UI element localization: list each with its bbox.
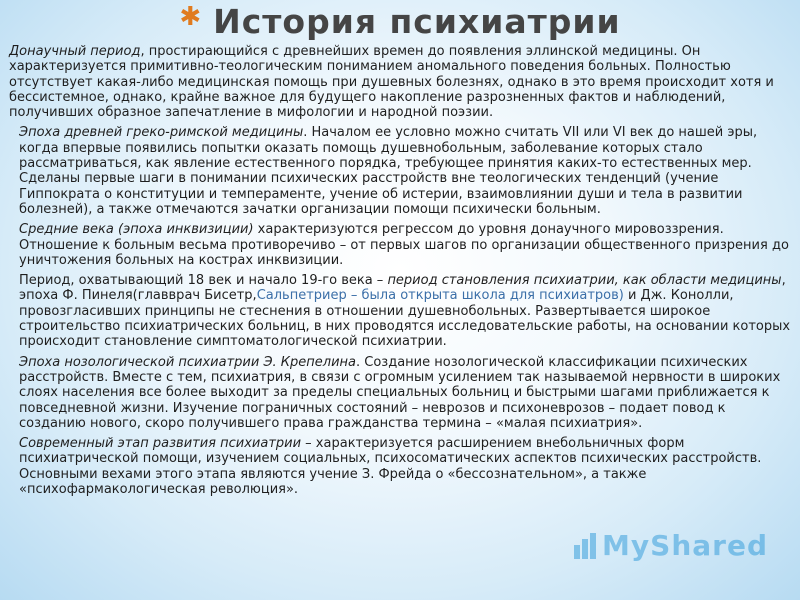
paragraph-text: характеризуются регрессом до уровня донаучного мировоззрения. Отношение к больным весьма противоречиво – от первых шагов по организации общественного призрения до уничтожения больных на кострах инквизиции. bbox=[19, 222, 789, 268]
paragraph-text: и Дж. Конолли, провозгласивших принципы не стеснения в отношении душевнобольных. Развертывается широкое строительство психиатрических больниц, в них проводятся исследовательские работы, на основании которых происходит становление симптоматологической психиатрии. bbox=[19, 288, 791, 350]
paragraph-heading: Эпоха нозологической психиатрии Э. Крепелина bbox=[19, 354, 356, 370]
paragraph-heading: Современный этап развития психиатрии bbox=[19, 436, 302, 452]
paragraph-text: , простирающийся с древнейших времен до появления эллинской медицины. Он характеризуется примитивно-теологическим пониманием аномального поведения больных. Полностью отсутствует какая-либо медицинская помощь при душевных болезнях, однако в это время происходит хотя и бессистемное, однако, крайне важное для будущего накопление разрозненных фактов и наблюдений, получивших образное запечатление в мифологии и народной поэзии. bbox=[9, 44, 774, 121]
watermark-text: MyShared bbox=[602, 529, 768, 562]
paragraph-text: , эпоха Ф. Пинеля(главврач Бисетр, bbox=[19, 273, 786, 304]
paragraph-text: . Началом ее условно можно считать VII или VI век до нашей эры, когда впервые появились попытки оказать помощь душевнобольным, заболевание которых стало рассматриваться, как явление естественного порядка, требующее принятия каких-то естественных мер. Сделаны первые шаги в понимании психических расстройств вне теологических тенденций (учение Гиппократа о конституции и темпераменте, учение об истерии, взаимовлиянии души и тела в развитии болезней), а также отмечаются зачатки организации помощи психически больным. bbox=[19, 125, 758, 217]
paragraph-prescientific bbox=[9, 44, 793, 120]
paragraph-ancient bbox=[9, 125, 793, 217]
paragraph-text: – характеризуется расширением внебольничных форм психиатрической помощи, изучением социальных, психосоматических аспектов психических расстройств. Основными вехами этого этапа являются учение З. Фрейда о «бессознательном», а также «психофармакологическая революция». bbox=[19, 436, 762, 498]
paragraph-text: Период, охватывающий 18 век и начало 19-го века – bbox=[19, 273, 388, 289]
paragraph-text: . Создание нозологической классификации психических расстройств. Вместе с тем, психиатрия, в связи с огромным усилением так называемой нервности в широких слоях населения все более выходит за пределы специальных больниц и быстрыми шагами приближается к повседневной жизни. Изучение пограничных состояний – неврозов и психоневрозов – подает повод к созданию нового, скоро получившего права гражданства термина – «малая психиатрия». bbox=[19, 354, 781, 431]
page-title: История психиатрии bbox=[213, 2, 621, 41]
paragraph-modern bbox=[9, 436, 793, 497]
paragraph-heading: Средние века (эпоха инквизиции) bbox=[19, 222, 254, 238]
title-bar bbox=[0, 2, 800, 41]
watermark-logo bbox=[574, 529, 768, 562]
body-text bbox=[9, 44, 793, 502]
paragraph-nosological bbox=[9, 355, 793, 431]
paragraph-heading: период становления психиатрии, как области медицины bbox=[387, 273, 782, 289]
paragraph-highlight: Сальпетриер – была открыта школа для психиатров) bbox=[256, 288, 624, 304]
paragraph-formation bbox=[9, 273, 793, 349]
watermark-bars-icon bbox=[574, 533, 598, 559]
paragraph-heading: Донаучный период bbox=[9, 44, 141, 59]
paragraph-heading: Эпоха древней греко-римской медицины bbox=[19, 125, 304, 141]
star-bullet-icon: ✱ bbox=[179, 2, 202, 32]
paragraph-middle-ages bbox=[9, 222, 793, 268]
